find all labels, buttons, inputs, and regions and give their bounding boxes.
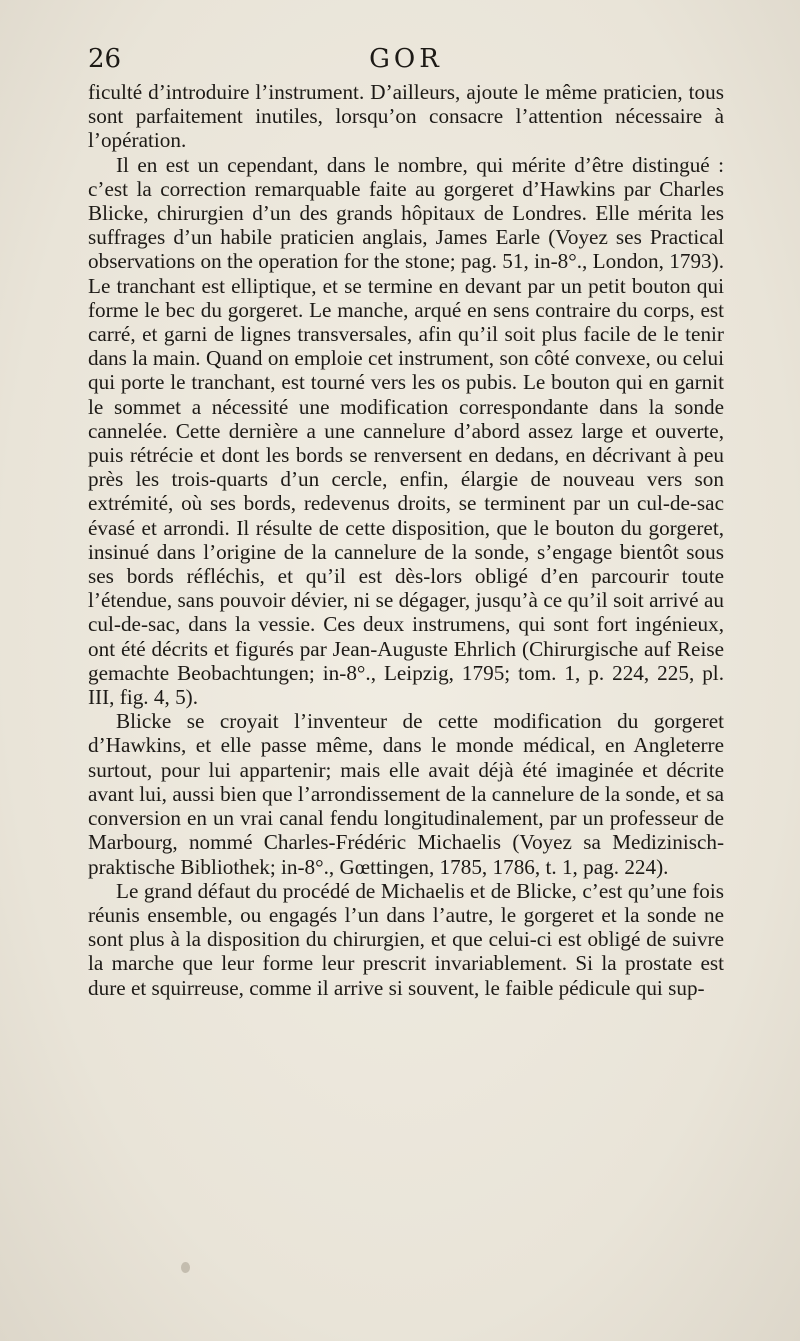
- body-text: [88, 80, 724, 1000]
- paper-stain: [181, 1262, 190, 1273]
- paragraph-defect: Le grand défaut du procédé de Michaelis et de Blicke, c’est qu’une fois réunis ensemble, ou engagés l’un dans l’autre, le gorgeret et la sonde ne sont plus à la disposition du chirurgien, et que celui-ci est obligé de suivre la marche que leur forme leur prescrit invariablement. Si la prostate est dure et squirreuse, comme il arrive si souvent, le faible pédicule qui sup-: [88, 878, 724, 1000]
- running-head: GOR: [369, 44, 443, 74]
- paragraph-blicke-correction: Il en est un cependant, dans le nombre, qui mérite d’être distingué : c’est la correction remarquable faite au gorgeret d’Hawkins par Charles Blicke, chirurgien d’un des grands hôpitaux de Londres. Elle mérita les suffrages d’un habile praticien anglais, James Earle (Voyez ses Practical observations on the operation for the stone; pag. 51, in-8°., London, 1793). Le tranchant est elliptique, et se termine en devant par un petit bouton qui forme le bec du gorgeret. Le manche, arqué en sens contraire du corps, est carré, et garni de lignes transversales, afin qu’il soit plus facile de le tenir dans la main. Quand on emploie cet instrument, son côté convexe, ou celui qui porte le tranchant, est tourné vers les os pubis. Le bouton qui en garnit le sommet a nécessité une modification correspondante dans la sonde cannelée. Cette dernière a une cannelure d’abord assez large et ouverte, puis rétrécie et dont les bords se renversent en dedans, en décrivant à peu près les trois-quarts d’un cercle, enfin, élargie de nouveau vers son extrémité, où ses bords, redevenus droits, se terminent par un cul-de-sac évasé et arrondi. Il résulte de cette disposition, que le bouton du gorgeret, insinué dans l’origine de la cannelure de la sonde, s’engage bientôt sous ses bords réfléchis, et qu’il est dès-lors obligé d’en parcourir toute l’étendue, sans pouvoir dévier, ni se dégager, jusqu’à ce qu’il soit arrivé au cul-de-sac, dans la vessie. Ces deux instrumens, qui sont fort ingénieux, ont été décrits et figurés par Jean-Auguste Ehrlich (Chirurgische auf Reise gemachte Beobachtungen; in-8°., Leipzig, 1795; tom. 1, p. 224, 225, pl. III, fig. 4, 5).: [88, 152, 724, 710]
- paper-stain: [468, 92, 472, 96]
- paragraph-continuation: ficulté d’introduire l’instrument. D’ailleurs, ajoute le même praticien, tous sont parfaitement inutiles, lorsqu’on consacre l’attention nécessaire à l’opération.: [88, 80, 724, 153]
- page-number: 26: [88, 44, 122, 74]
- paragraph-michaelis: Blicke se croyait l’inventeur de cette modification du gorgeret d’Hawkins, et elle passe même, dans le monde médical, en Angleterre surtout, pour lui appartenir; mais elle avait déjà été imaginée et décrite avant lui, aussi bien que l’arrondissement de la cannelure de la sonde, et sa conversion en un vrai canal fendu longitudinalement, par un professeur de Marbourg, nommé Charles-Frédéric Michaelis (Voyez sa Medizinisch-praktische Bibliothek; in-8°., Gœttingen, 1785, 1786, t. 1, pag. 224).: [88, 709, 724, 879]
- page-header: [88, 44, 724, 84]
